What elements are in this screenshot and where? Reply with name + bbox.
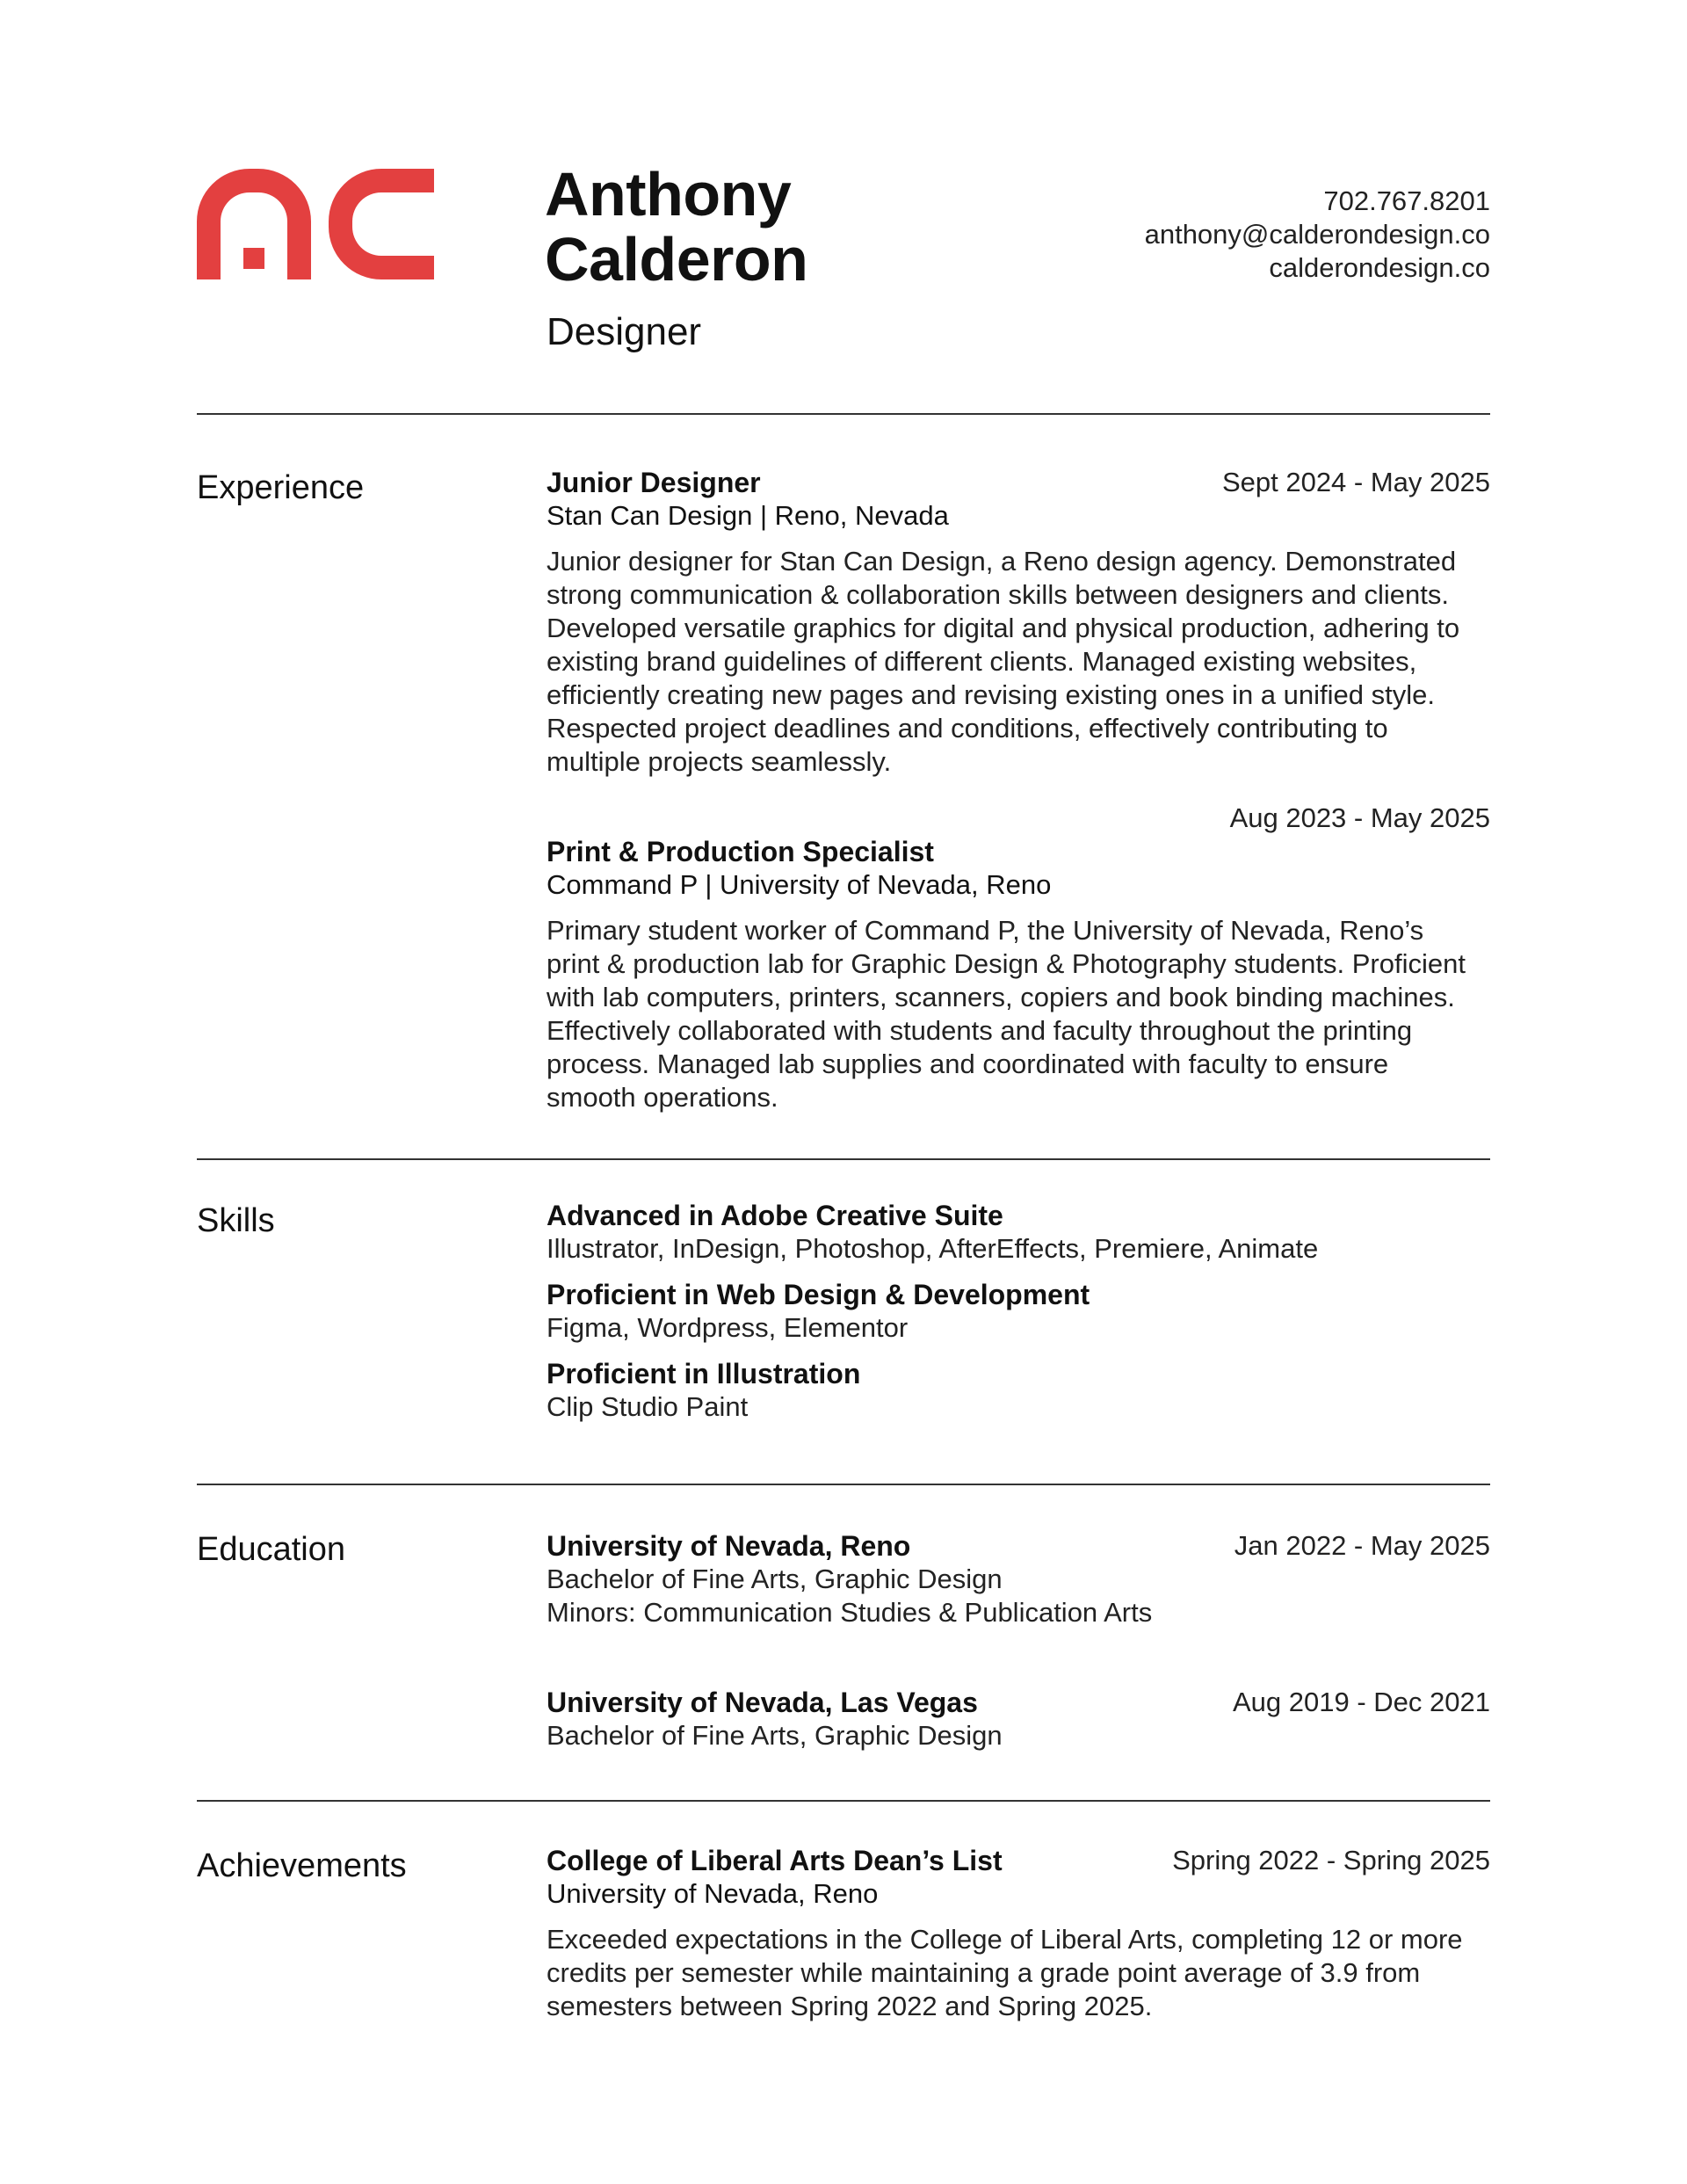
education-minors: Minors: Communication Studies & Publication Arts [547,1597,1153,1628]
contact-email[interactable]: anthony@calderondesign.co [1144,219,1490,250]
skills-heading: Skills [197,1202,275,1239]
contact-block [1145,185,1490,285]
experience-org: Stan Can Design | Reno, Nevada [547,500,949,531]
skill-group [547,1199,1490,1266]
experience-org: Command P | University of Nevada, Reno [547,869,1052,900]
candidate-name [545,162,807,292]
achievement-title: College of Liberal Arts Dean’s List [547,1845,1003,1876]
achievements-heading: Achievements [197,1847,407,1884]
experience-entry [547,802,1490,1114]
skill-tools: Illustrator, InDesign, Photoshop, AfterEffects, Premiere, Animate [547,1233,1319,1264]
role-title: Designer [547,310,702,353]
achievement-org: University of Nevada, Reno [547,1878,879,1909]
skill-title: Proficient in Illustration [547,1358,861,1389]
last-name: Calderon [545,225,808,294]
education-dates: Aug 2019 - Dec 2021 [1233,1687,1490,1717]
education-heading: Education [197,1531,346,1568]
header-divider [197,413,1490,415]
skill-group [547,1278,1490,1345]
contact-website[interactable]: calderondesign.co [1269,252,1490,283]
section-divider [197,1158,1490,1160]
skills-list [547,1199,1490,1436]
achievement-dates: Spring 2022 - Spring 2025 [1172,1845,1490,1876]
contact-phone[interactable]: 702.767.8201 [1323,185,1490,216]
logo-dot [243,248,264,269]
achievement-description: Exceeded expectations in the College of Liberal Arts, completing 12 or more credits per semester while maintaining a grade point average of 3.9 from semesters between Spring 2022 and Spring 2025. [547,1924,1463,2021]
ac-logo [197,169,434,279]
experience-description: Primary student worker of Command P, the University of Nevada, Reno’s print & production lab for Graphic Design & Photography students. Proficient with lab computers, printers, scanners, copiers and book binding machines. Effectively collaborated with students and faculty throughout the printing process. Managed lab supplies and coordinated with faculty to ensure smooth operations. [547,915,1466,1113]
experience-heading: Experience [197,469,365,506]
experience-dates: Sept 2024 - May 2025 [1221,467,1490,497]
education-degree: Bachelor of Fine Arts, Graphic Design [547,1564,1003,1594]
first-name: Anthony [545,160,792,229]
education-school: University of Nevada, Las Vegas [547,1687,978,1718]
education-school: University of Nevada, Reno [547,1530,911,1562]
skill-tools: Figma, Wordpress, Elementor [547,1312,909,1343]
skill-title: Proficient in Web Design & Development [547,1279,1090,1310]
skill-title: Advanced in Adobe Creative Suite [547,1200,1003,1231]
skill-group [547,1357,1490,1424]
experience-entry [547,466,1490,779]
logo-letter-c [329,169,434,279]
section-divider [197,1484,1490,1485]
skill-tools: Clip Studio Paint [547,1391,749,1422]
experience-title: Print & Production Specialist [547,836,934,867]
education-entry [547,1529,1490,1629]
education-entry [547,1686,1490,1752]
experience-dates: Aug 2023 - May 2025 [1229,802,1490,833]
education-degree: Bachelor of Fine Arts, Graphic Design [547,1720,1003,1751]
experience-description: Junior designer for Stan Can Design, a Reno design agency. Demonstrated strong communication & collaboration skills between designers and clients. Developed versatile graphics for digital and physical production, adhering to existing brand guidelines of different clients. Managed existing websites, efficiently creating new pages and revising existing ones in a unified style. Respected project deadlines and conditions, effectively contributing to multiple projects seamlessly. [547,546,1460,777]
achievement-entry [547,1844,1490,2023]
experience-title: Junior Designer [547,467,761,498]
section-divider [197,1800,1490,1802]
education-dates: Jan 2022 - May 2025 [1234,1530,1490,1561]
